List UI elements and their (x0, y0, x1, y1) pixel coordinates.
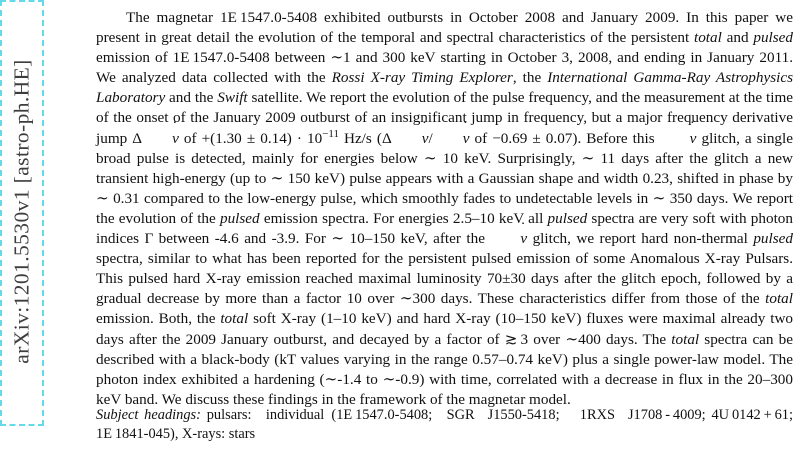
emphasis-text: total (220, 310, 249, 328)
emphasis-text: pulsed (547, 209, 588, 227)
arxiv-stamp-text: arXiv:1201.5530v1 [astro-ph.HE] (9, 59, 34, 364)
exponent: −11 (322, 127, 339, 140)
emphasis-text: total (765, 290, 793, 308)
emphasis-text: Swift (217, 89, 248, 107)
arxiv-stamp (0, 0, 44, 426)
nu-dot-glyph: ν ˙ (433, 129, 470, 149)
subject-headings-body: pulsars: individual (1E 1547.0-5408; SGR J1550-5418; 1RXS J1708 - 4009; 4U 0142 + 61; 1E 1841-045), X-rays: stars (96, 407, 793, 443)
subject-headings-line (96, 406, 793, 445)
nu-dot-glyph: ν ˙ (660, 129, 697, 149)
emphasis-text: pulsed (753, 29, 793, 47)
math-nu-dot: Δ ν ˙/ ν ˙ (382, 130, 470, 147)
subject-headings (96, 406, 793, 445)
math-nu-dot: Δ ν ˙ (132, 130, 179, 147)
emphasis-text: Rossi X-ray Timing Explorer (331, 69, 513, 87)
emphasis-text: pulsed (219, 209, 260, 227)
math-nu-dot (490, 230, 527, 247)
emphasis-text: pulsed (753, 230, 793, 248)
nu-dot-glyph: ν ˙ (392, 129, 429, 149)
math-nu-dot (660, 130, 697, 147)
emphasis-text: International Gamma-Ray Astrophysics Laboratory (96, 69, 793, 107)
abstract-paragraph: The magnetar 1E 1547.0-5408 exhibited outbursts in October 2008 and January 2009. In this paper we present in great detail the evolution of the temporal and spectral characteristics of the persistent total and pulsed emission of 1E 1547.0-5408 between ∼1 and 300 keV starting in October 3, 2008, and ending in January 2011. We analyzed data collected with the Rossi X-ray Timing Explorer, the International Gamma-Ray Astrophysics Laboratory and the Swift satellite. We report the evolution of the pulse frequency, and the measurement at the time of the onset of the January 2009 outburst of an insignificant jump in frequency, but a major frequency derivative jump Δ ν ˙ of $+(1.30 \pm 0.14) \cdot 10^{-11}$ Hz/s (Δ ν ˙/ ν ˙ of −0.69 ± 0.07). Before this ν ˙ glitch, a single broad pulse is detected, mainly for energies below ∼ 10 keV. Surprisingly, ∼ 11 days after the glitch a new transient high-energy (up to ∼ 150 keV) pulse appears with a Gaussian shape and width 0.23, shifted in phase by ∼ 0.31 compared to the low-energy pulse, which smoothly fades to undetectable levels in ∼ 350 days. We report the evolution of the pulsed emission spectra. For energies 2.5–10 keV all pulsed spectra are very soft with photon indices Γ between -4.6 and -3.9. For ∼ 10–150 keV, after the ν ˙ glitch, we report hard non-thermal pulsed spectra, similar to what has been reported for the persistent pulsed emission of some Anomalous X-ray Pulsars. This pulsed hard X-ray emission reached maximal luminosity 70±30 days after the glitch epoch, followed by a gradual decrease by more than a factor 10 over ∼300 days. These characteristics differ from those of the total emission. Both, the total soft X-ray (1–10 keV) and hard X-ray (10–150 keV) fluxes were maximal already two days after the 2009 January outburst, and decayed by a factor of ≳ 3 over ∼400 days. The total spectra can be described with a black-body (kT values varying in the range 0.57–0.74 keV) plus a single power-law model. The photon index exhibited a hardening (∼-1.4 to ∼-0.9) with time, correlated with a decrease in flux in the 20–300 keV band. We discuss these findings in the framework of the magnetar model. (96, 8, 793, 410)
subject-headings-label: Subject headings: (96, 407, 201, 423)
nu-dot-glyph: ν ˙ (142, 129, 179, 149)
abstract-body (96, 8, 793, 410)
emphasis-text: total (693, 29, 722, 47)
nu-dot-glyph: ν ˙ (490, 229, 527, 249)
emphasis-text: total (671, 330, 700, 348)
